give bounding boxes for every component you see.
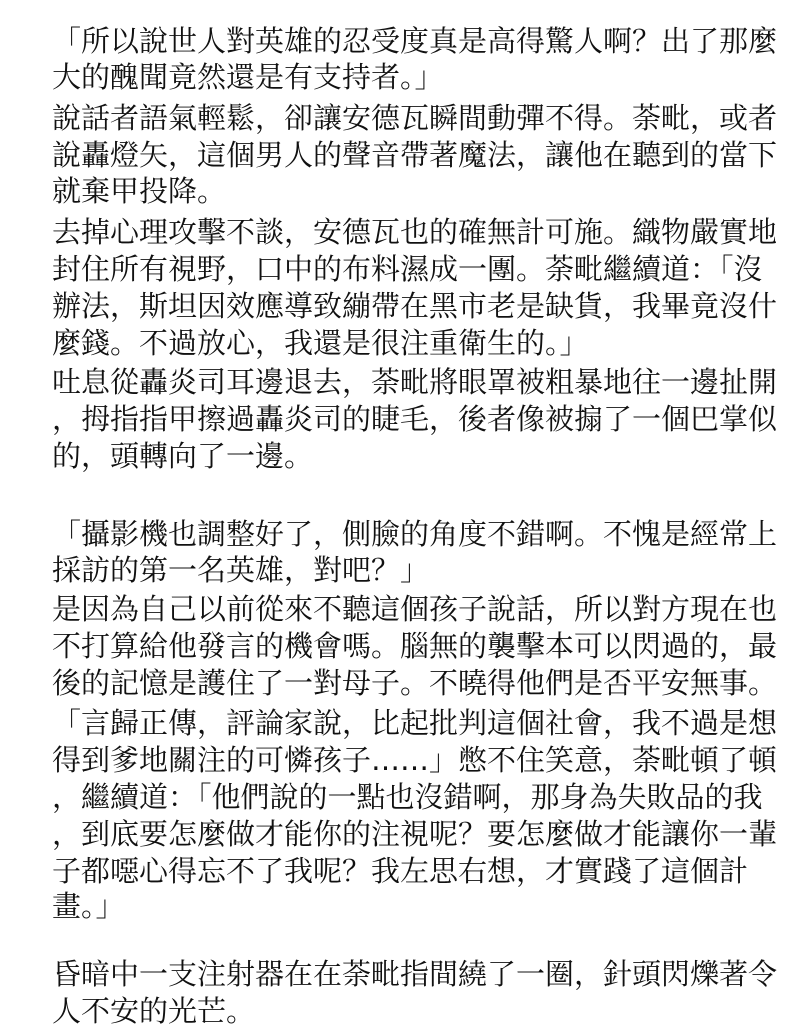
text-line: 說話者語氣輕鬆，卻讓安德瓦瞬間動彈不得。荼毗，或者 [52,101,778,135]
text-line: 得到爹地關注的可憐孩子……」憋不住笑意，荼毗頓了頓 [52,743,778,777]
text-line: ，到底要怎麼做才能你的注視呢？要怎麼做才能讓你一輩 [52,817,778,851]
text-line: 封住所有視野，口中的布料濕成一團。荼毗繼續道：「沒 [52,252,763,286]
text-line: 去掉心理攻擊不談，安德瓦也的確無計可施。織物嚴實地 [52,215,778,249]
text-line: 昏暗中一支注射器在在荼毗指間繞了一圈，針頭閃爍著令 [52,957,778,991]
text-line: 子都噁心得忘不了我呢？我左思右想，才實踐了這個計 [52,854,749,888]
text-line: 就棄甲投降。 [52,174,227,208]
text-line: 大的醜聞竟然還是有支持者。」 [52,60,444,94]
text-line: 辦法，斯坦因效應導致繃帶在黑市老是缺貨，我畢竟沒什 [52,289,778,323]
text-line: ，拇指指甲擦過轟炎司的睫毛，後者像被搧了一個巴掌似 [52,402,778,436]
text-line: 不打算給他發言的機會嗎。腦無的襲擊本可以閃過的，最 [52,629,778,663]
text-line: 人不安的光芒。 [52,994,256,1028]
text-line: 是因為自己以前從來不聽這個孩子說話，所以對方現在也 [52,592,778,626]
text-line: 麼錢。不過放心，我還是很注重衛生的。」 [52,326,589,360]
text-line: 說轟燈矢，這個男人的聲音帶著魔法，讓他在聽到的當下 [52,138,778,172]
text-line: 採訪的第一名英雄，對吧？」 [52,553,430,587]
text-line: 「言歸正傳，評論家說，比起批判這個社會，我不過是想 [52,706,778,740]
text-line: ，繼續道：「他們說的一點也沒錯啊，那身為失敗品的我 [52,780,763,814]
text-line: 「所以說世人對英雄的忍受度真是高得驚人啊？出了那麼 [52,24,778,58]
text-line: 畫。」 [52,889,125,923]
text-line: 吐息從轟炎司耳邊退去，荼毗將眼罩被粗暴地往一邊扯開 [52,365,778,399]
text-line: 後的記憶是護住了一對母子。不曉得他們是否平安無事。 [52,666,778,700]
text-line: 「攝影機也調整好了，側臉的角度不錯啊。不愧是經常上 [52,517,778,551]
text-line: 的，頭轉向了一邊。 [52,439,314,473]
